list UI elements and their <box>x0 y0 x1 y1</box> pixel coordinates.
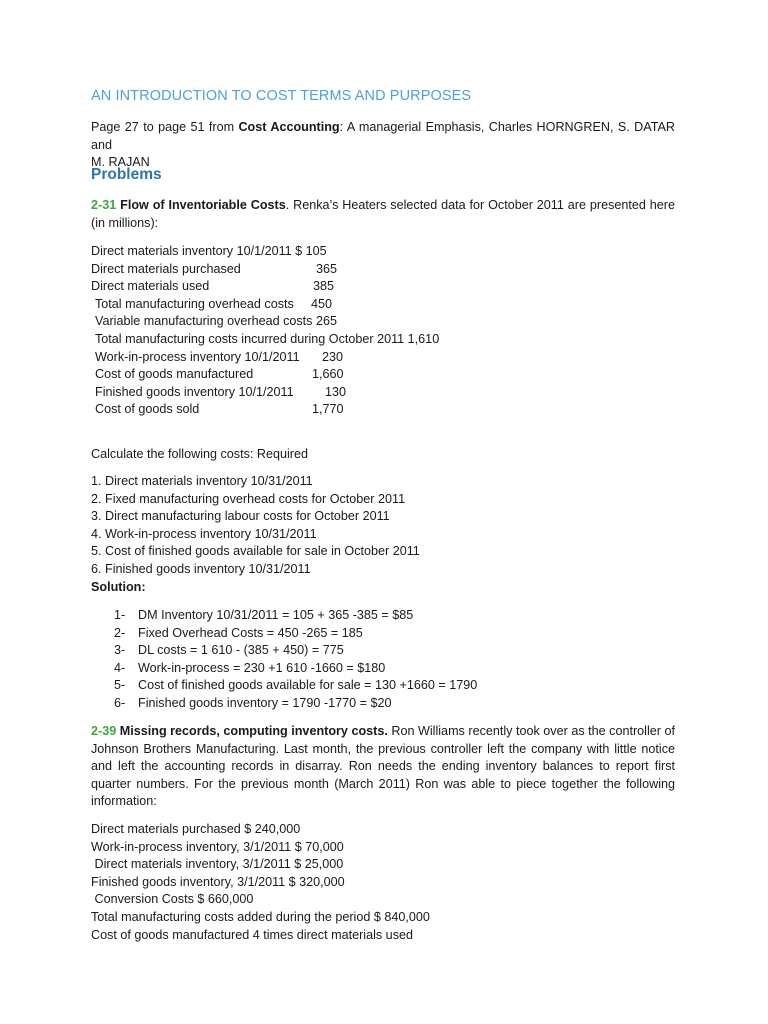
data-value: 1,770 <box>312 402 344 417</box>
solution-marker: 1- <box>114 608 126 622</box>
data-row: Work-in-process inventory, 3/1/2011 $ 70,000 <box>91 839 344 854</box>
solution-marker: 4- <box>114 660 126 675</box>
data-label: Total manufacturing overhead costs <box>95 296 294 311</box>
problem-intro-text: Ron Williams recently took over as the controller of Johnson Brothers Manufacturing. Last month, the previous controller left the company with little notice and left the accounting records in disarray. Ron needs the ending inventory balances to report first quarter numbers. For the previous month (March 2011) Ron was able to piece together the following information: <box>91 724 675 808</box>
data-value: 385 <box>313 279 335 294</box>
required-list <box>91 473 420 579</box>
solution-text: Fixed Overhead Costs = 450 -265 = 185 <box>138 625 363 640</box>
calc-prompt: Calculate the following costs: Required <box>91 447 309 461</box>
data-label: Direct materials inventory 10/1/2011 $ 105 <box>91 244 327 258</box>
required-item: 1. Direct materials inventory 10/31/2011 <box>91 474 313 488</box>
data-label: Work-in-process inventory 10/1/2011 <box>95 349 300 364</box>
required-item: 2. Fixed manufacturing overhead costs for October 2011 <box>91 491 406 506</box>
data-row: Conversion Costs $ 660,000 <box>91 892 254 907</box>
problem-number: 2-31 <box>91 198 117 212</box>
solution-marker: 6- <box>114 695 126 710</box>
data-row: Cost of goods manufactured 4 times direct materials used <box>91 927 413 942</box>
data-label: Cost of goods manufactured <box>95 367 254 382</box>
data-label: Total manufacturing costs incurred during October 2011 1,610 <box>95 331 440 346</box>
solution-marker: 2- <box>114 625 126 640</box>
problem-title: Missing records, computing inventory costs. <box>119 724 388 738</box>
solution-text: DL costs = 1 610 - (385 + 450) = 775 <box>138 643 344 658</box>
source-suffix-line2: M. RAJAN <box>91 155 150 169</box>
data-row: Direct materials inventory, 3/1/2011 $ 25,000 <box>91 857 344 872</box>
data-label: Finished goods inventory 10/1/2011 <box>95 384 294 399</box>
data-value: 230 <box>322 349 344 364</box>
problem-title: Flow of Inventoriable Costs <box>120 198 286 212</box>
data-label: Direct materials purchased <box>91 261 241 276</box>
solution-text: Finished goods inventory = 1790 -1770 = $20 <box>138 695 392 710</box>
solution-marker: 5- <box>114 678 126 693</box>
data-value: 365 <box>316 261 338 276</box>
problem-intro-text: . Renka’s Heaters selected data for October 2011 are presented here (in millions): <box>91 198 675 230</box>
data-row: Total manufacturing costs added during the period $ 840,000 <box>91 909 430 924</box>
solution-text: DM Inventory 10/31/2011 = 105 + 365 -385 = $85 <box>138 608 414 622</box>
solution-text: Cost of finished goods available for sale = 130 +1660 = 1790 <box>138 678 478 693</box>
solution-text: Work-in-process = 230 +1 610 -1660 = $180 <box>138 660 386 675</box>
required-item: 6. Finished goods inventory 10/31/2011 <box>91 561 311 576</box>
problem-2-39-data-list <box>91 821 430 944</box>
data-row: Direct materials purchased $ 240,000 <box>91 822 301 836</box>
source-book-title: Cost Accounting <box>238 120 340 134</box>
document-title: AN INTRODUCTION TO COST TERMS AND PURPOSES <box>91 88 472 104</box>
data-value: 1,660 <box>312 367 344 382</box>
data-value: 130 <box>325 384 347 399</box>
data-label: Variable manufacturing overhead costs 265 <box>95 314 337 329</box>
data-label: Direct materials used <box>91 279 210 294</box>
source-suffix-line1: : A managerial Emphasis, Charles HORNGREN, S. DATAR and <box>91 120 675 152</box>
data-label: Cost of goods sold <box>95 402 200 417</box>
solution-label: Solution: <box>91 580 146 594</box>
data-row: Finished goods inventory, 3/1/2011 $ 320,000 <box>91 874 345 889</box>
source-citation <box>91 119 675 172</box>
required-item: 4. Work-in-process inventory 10/31/2011 <box>91 526 317 541</box>
required-item: 5. Cost of finished goods available for sale in October 2011 <box>91 544 420 559</box>
data-value: 450 <box>311 296 333 311</box>
section-title: Problems <box>91 166 162 183</box>
problem-2-31-intro <box>91 197 675 232</box>
source-prefix: Page 27 to page 51 from <box>91 120 239 134</box>
solution-marker: 3- <box>114 643 126 658</box>
problem-number: 2-39 <box>91 724 117 738</box>
required-item: 3. Direct manufacturing labour costs for October 2011 <box>91 509 390 524</box>
problem-2-39-intro <box>91 723 675 811</box>
